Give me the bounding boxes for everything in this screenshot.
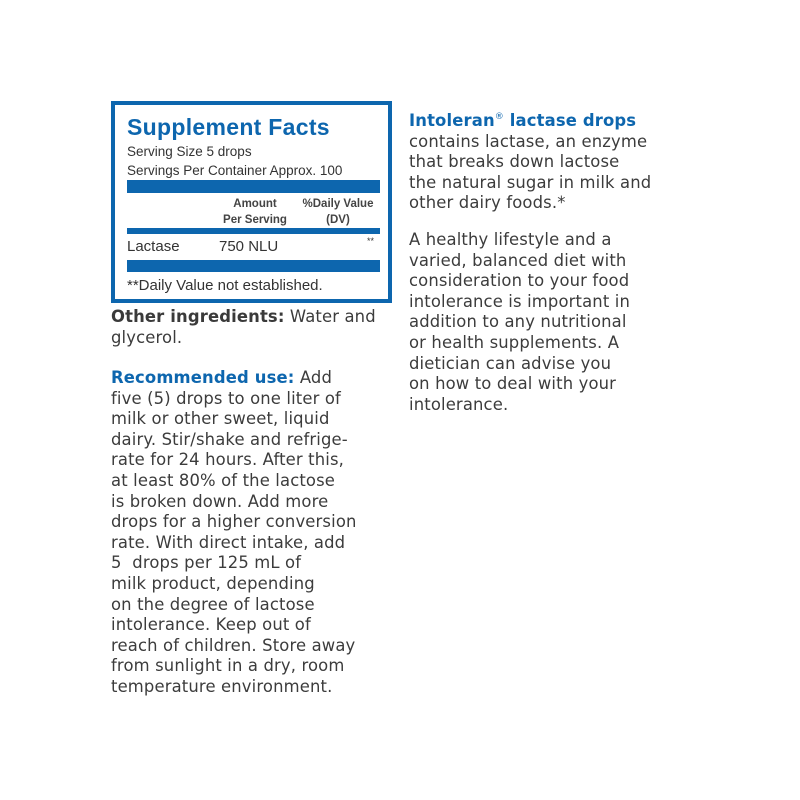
lifestyle-note-line: intolerance is important in — [409, 291, 630, 311]
product-description — [409, 107, 651, 214]
lifestyle-note — [409, 230, 630, 415]
amount-header-line1: Amount — [233, 198, 277, 210]
recommended-use-line: on the degree of lactose — [111, 594, 315, 614]
registered-trademark-icon: ® — [494, 112, 504, 122]
recommended-use-line: temperature environment. — [111, 676, 333, 696]
recommended-use-line: Add — [294, 368, 332, 387]
recommended-use-line: milk or other sweet, liquid — [111, 409, 330, 429]
amount-header-line2: Per Serving — [223, 214, 287, 226]
recommended-use-line: reach of children. Store away — [111, 635, 356, 655]
recommended-use-line: five (5) drops to one liter of — [111, 388, 341, 408]
other-ingredients-text: glycerol. — [111, 327, 183, 347]
lifestyle-note-line: intolerance. — [409, 394, 509, 414]
recommended-use-line: dairy. Stir/shake and refrige- — [111, 429, 348, 449]
serving-size: Serving Size 5 drops — [127, 144, 252, 159]
ingredient-name: Lactase — [127, 238, 180, 255]
supplement-facts-title: Supplement Facts — [127, 114, 330, 140]
recommended-use-line: drops for a higher conversion — [111, 512, 357, 532]
daily-value-footnote: **Daily Value not established. — [127, 277, 323, 294]
recommended-use-line: intolerance. Keep out of — [111, 615, 311, 635]
lifestyle-note-line: on how to deal with your — [409, 374, 617, 394]
product-description-line: the natural sugar in milk and — [409, 172, 652, 192]
recommended-use-line: at least 80% of the lactose — [111, 470, 336, 490]
other-ingredients-label: Other ingredients: — [111, 307, 285, 326]
product-description-line: contains lactase, an enzyme — [409, 131, 648, 151]
lifestyle-note-line: addition to any nutritional — [409, 312, 627, 332]
ingredient-dv: ** — [367, 236, 375, 246]
supplement-facts-panel — [111, 101, 392, 303]
dv-header-line1: %Daily Value — [302, 198, 374, 210]
recommended-use-line: 5 drops per 125 mL of — [111, 553, 302, 573]
other-ingredients-text: Water and — [284, 307, 376, 326]
divider-bar-medium — [127, 228, 380, 234]
product-type: lactase drops — [503, 111, 637, 130]
product-name — [409, 111, 636, 130]
lifestyle-note-line: consideration to your food — [409, 271, 630, 291]
brand-name: Intoleran — [409, 111, 495, 130]
other-ingredients — [111, 307, 376, 348]
lifestyle-note-line: dietician can advise you — [409, 353, 612, 373]
recommended-use-line: milk product, depending — [111, 573, 315, 593]
recommended-use-line: is broken down. Add more — [111, 491, 329, 511]
divider-bar-bottom — [127, 260, 380, 272]
product-description-line: that breaks down lactose — [409, 152, 620, 172]
product-description-line: other dairy foods.* — [409, 193, 566, 213]
recommended-use — [111, 368, 357, 698]
amount-per-serving-header — [215, 196, 295, 228]
dv-header-line2: (DV) — [326, 214, 350, 226]
ingredient-amount: 750 NLU — [219, 238, 279, 255]
daily-value-header — [295, 196, 381, 228]
recommended-use-line: rate. With direct intake, add — [111, 532, 346, 552]
servings-per-container: Servings Per Container Approx. 100 — [127, 163, 343, 178]
lifestyle-note-line: varied, balanced diet with — [409, 250, 627, 270]
divider-bar-thick — [127, 180, 380, 193]
recommended-use-line: from sunlight in a dry, room — [111, 656, 345, 676]
lifestyle-note-line: A healthy lifestyle and a — [409, 230, 612, 249]
recommended-use-label: Recommended use: — [111, 368, 295, 387]
recommended-use-line: rate for 24 hours. After this, — [111, 450, 345, 470]
lifestyle-note-line: or health supplements. A — [409, 332, 620, 352]
